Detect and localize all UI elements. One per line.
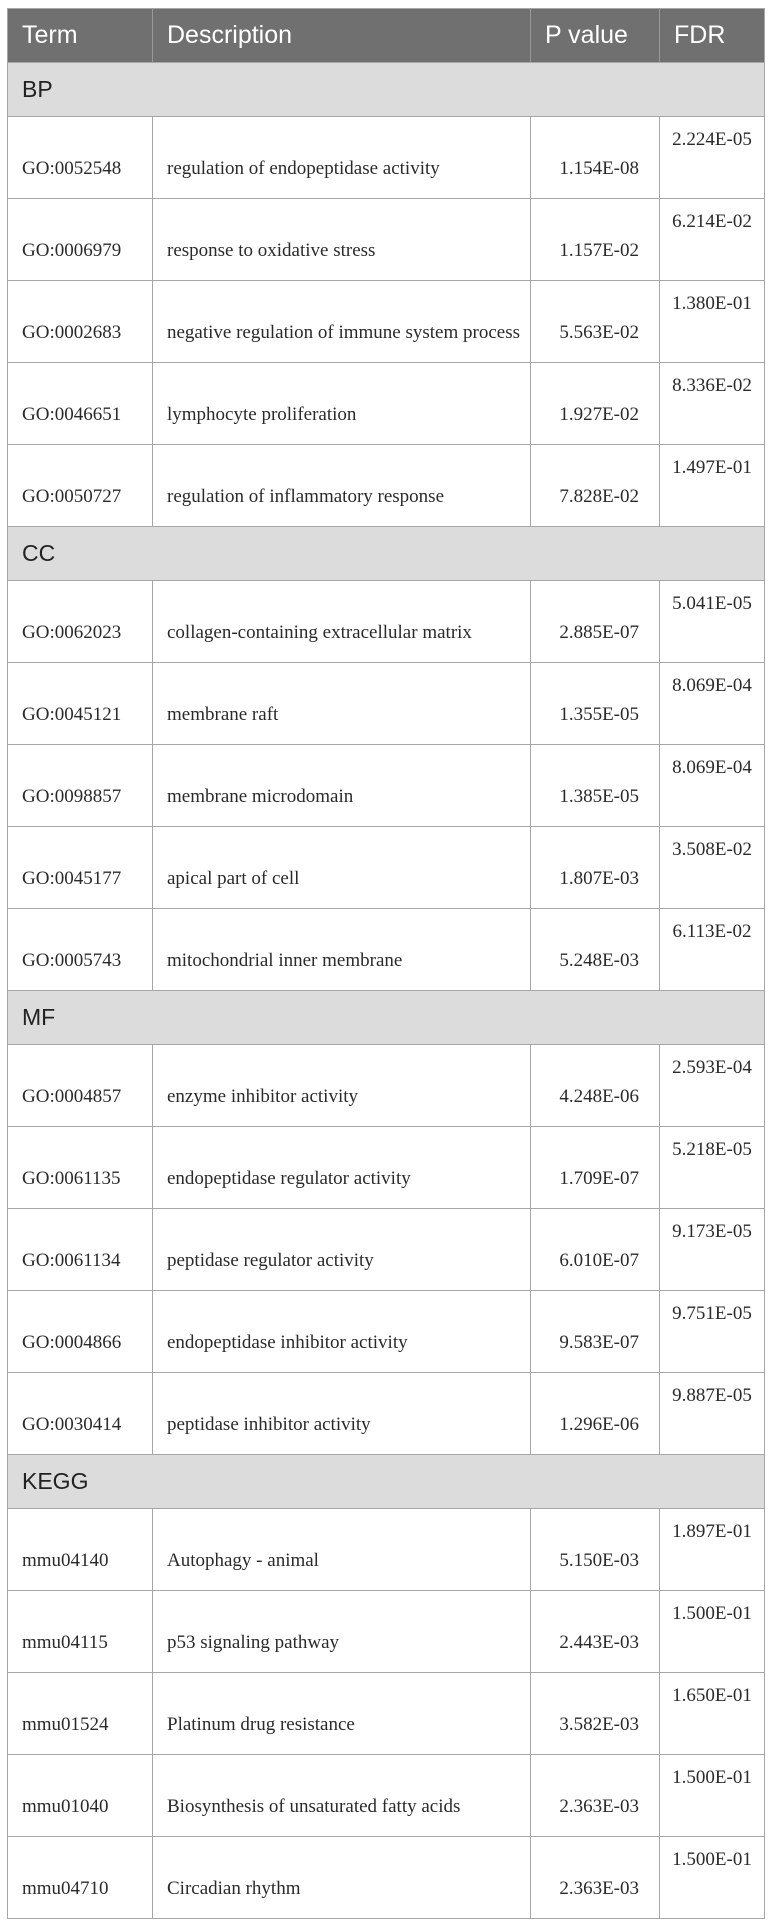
table-row [8, 199, 765, 281]
description-cell: membrane microdomain [153, 745, 531, 827]
fdr-cell: 1.650E-01 [660, 1673, 765, 1755]
table-row [8, 117, 765, 199]
description-cell: p53 signaling pathway [153, 1591, 531, 1673]
term-cell: GO:0006979 [8, 199, 153, 281]
group-row [8, 991, 765, 1045]
header-term: Term [8, 9, 153, 63]
fdr-cell: 1.500E-01 [660, 1755, 765, 1837]
description-cell: Biosynthesis of unsaturated fatty acids [153, 1755, 531, 1837]
group-row [8, 63, 765, 117]
description-cell: membrane raft [153, 663, 531, 745]
p-value-cell: 1.807E-03 [531, 827, 660, 909]
table-row [8, 1673, 765, 1755]
p-value-cell: 6.010E-07 [531, 1209, 660, 1291]
p-value-cell: 1.709E-07 [531, 1127, 660, 1209]
fdr-cell: 5.041E-05 [660, 581, 765, 663]
fdr-cell: 3.508E-02 [660, 827, 765, 909]
p-value-cell: 1.296E-06 [531, 1373, 660, 1455]
group-row [8, 1455, 765, 1509]
description-cell: Autophagy - animal [153, 1509, 531, 1591]
description-cell: lymphocyte proliferation [153, 363, 531, 445]
fdr-cell: 6.214E-02 [660, 199, 765, 281]
p-value-cell: 1.927E-02 [531, 363, 660, 445]
description-cell: endopeptidase regulator activity [153, 1127, 531, 1209]
term-cell: GO:0098857 [8, 745, 153, 827]
p-value-cell: 2.443E-03 [531, 1591, 660, 1673]
term-cell: GO:0030414 [8, 1373, 153, 1455]
p-value-cell: 1.157E-02 [531, 199, 660, 281]
group-row [8, 527, 765, 581]
term-cell: GO:0045121 [8, 663, 153, 745]
table-row [8, 1045, 765, 1127]
table-row [8, 1209, 765, 1291]
header-fdr: FDR [660, 9, 765, 63]
p-value-cell: 1.154E-08 [531, 117, 660, 199]
description-cell: regulation of endopeptidase activity [153, 117, 531, 199]
table-row [8, 581, 765, 663]
p-value-cell: 7.828E-02 [531, 445, 660, 527]
description-cell: Circadian rhythm [153, 1837, 531, 1919]
table-row [8, 1755, 765, 1837]
p-value-cell: 1.385E-05 [531, 745, 660, 827]
description-cell: peptidase inhibitor activity [153, 1373, 531, 1455]
fdr-cell: 8.336E-02 [660, 363, 765, 445]
p-value-cell: 5.248E-03 [531, 909, 660, 991]
group-label: MF [8, 991, 765, 1045]
term-cell: GO:0004866 [8, 1291, 153, 1373]
table-row [8, 1373, 765, 1455]
fdr-cell: 1.500E-01 [660, 1837, 765, 1919]
p-value-cell: 3.582E-03 [531, 1673, 660, 1755]
fdr-cell: 9.751E-05 [660, 1291, 765, 1373]
description-cell: collagen-containing extracellular matrix [153, 581, 531, 663]
fdr-cell: 1.500E-01 [660, 1591, 765, 1673]
table-row [8, 1291, 765, 1373]
description-cell: mitochondrial inner membrane [153, 909, 531, 991]
header-p-value: P value [531, 9, 660, 63]
term-cell: GO:0046651 [8, 363, 153, 445]
group-label: CC [8, 527, 765, 581]
fdr-cell: 2.593E-04 [660, 1045, 765, 1127]
fdr-cell: 5.218E-05 [660, 1127, 765, 1209]
fdr-cell: 8.069E-04 [660, 663, 765, 745]
term-cell: GO:0061134 [8, 1209, 153, 1291]
description-cell: enzyme inhibitor activity [153, 1045, 531, 1127]
p-value-cell: 2.363E-03 [531, 1755, 660, 1837]
description-cell: peptidase regulator activity [153, 1209, 531, 1291]
p-value-cell: 5.563E-02 [531, 281, 660, 363]
term-cell: GO:0050727 [8, 445, 153, 527]
fdr-cell: 1.497E-01 [660, 445, 765, 527]
group-label: BP [8, 63, 765, 117]
p-value-cell: 4.248E-06 [531, 1045, 660, 1127]
table-row [8, 745, 765, 827]
table-row [8, 1127, 765, 1209]
p-value-cell: 1.355E-05 [531, 663, 660, 745]
header-row [8, 9, 765, 63]
term-cell: mmu04140 [8, 1509, 153, 1591]
table-row [8, 663, 765, 745]
fdr-cell: 9.887E-05 [660, 1373, 765, 1455]
term-cell: GO:0002683 [8, 281, 153, 363]
fdr-cell: 9.173E-05 [660, 1209, 765, 1291]
term-cell: GO:0052548 [8, 117, 153, 199]
table-row [8, 827, 765, 909]
description-cell: endopeptidase inhibitor activity [153, 1291, 531, 1373]
fdr-cell: 1.897E-01 [660, 1509, 765, 1591]
fdr-cell: 6.113E-02 [660, 909, 765, 991]
fdr-cell: 8.069E-04 [660, 745, 765, 827]
fdr-cell: 1.380E-01 [660, 281, 765, 363]
table-row [8, 1509, 765, 1591]
description-cell: Platinum drug resistance [153, 1673, 531, 1755]
term-cell: mmu01040 [8, 1755, 153, 1837]
term-cell: GO:0045177 [8, 827, 153, 909]
term-cell: mmu01524 [8, 1673, 153, 1755]
table-row [8, 1591, 765, 1673]
table-row [8, 909, 765, 991]
group-label: KEGG [8, 1455, 765, 1509]
description-cell: apical part of cell [153, 827, 531, 909]
p-value-cell: 2.363E-03 [531, 1837, 660, 1919]
table-row [8, 281, 765, 363]
term-cell: GO:0062023 [8, 581, 153, 663]
p-value-cell: 9.583E-07 [531, 1291, 660, 1373]
term-cell: GO:0005743 [8, 909, 153, 991]
term-cell: mmu04710 [8, 1837, 153, 1919]
table-row [8, 1837, 765, 1919]
term-cell: GO:0061135 [8, 1127, 153, 1209]
p-value-cell: 5.150E-03 [531, 1509, 660, 1591]
description-cell: response to oxidative stress [153, 199, 531, 281]
p-value-cell: 2.885E-07 [531, 581, 660, 663]
header-description: Description [153, 9, 531, 63]
table-row [8, 445, 765, 527]
term-cell: GO:0004857 [8, 1045, 153, 1127]
enrichment-table [7, 8, 765, 1919]
description-cell: negative regulation of immune system process [153, 281, 531, 363]
description-cell: regulation of inflammatory response [153, 445, 531, 527]
table-row [8, 363, 765, 445]
term-cell: mmu04115 [8, 1591, 153, 1673]
fdr-cell: 2.224E-05 [660, 117, 765, 199]
